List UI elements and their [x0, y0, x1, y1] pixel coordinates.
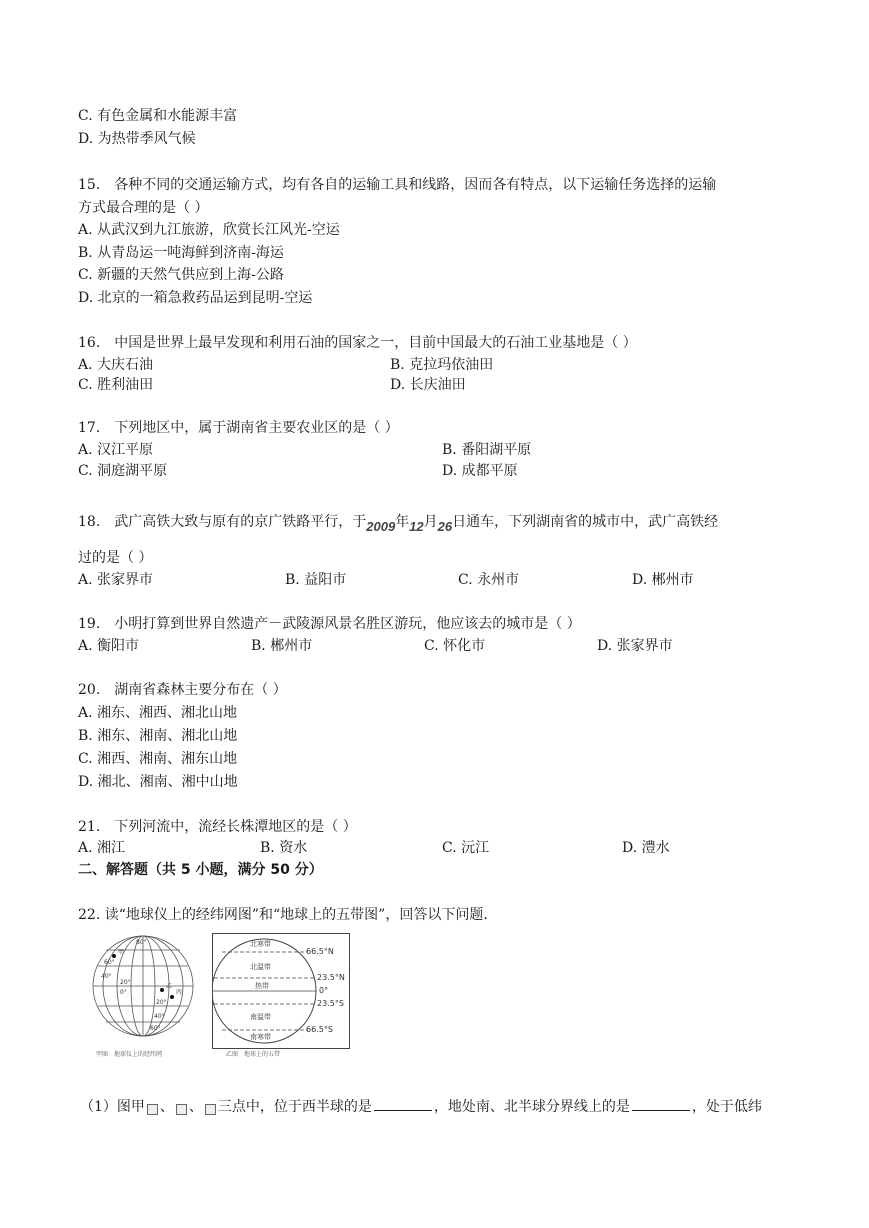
q14-option-d: D. 为热带季风气候	[78, 131, 196, 147]
q15-option-a: A. 从武汉到九江旅游，欣赏长江风光-空运	[78, 222, 340, 238]
point-yi-marker	[160, 988, 164, 992]
point-bing-icon	[205, 1104, 216, 1115]
q18-year-unit: 年	[395, 514, 410, 530]
q22-sub1-mid2: ，地处南、北半球分界线上的是	[433, 1099, 630, 1115]
q16-option-a: A. 大庆石油	[78, 357, 154, 373]
zone-south-temperate-label: 南温带	[250, 1013, 271, 1021]
zone-south-frigid-label: 南寒带	[250, 1033, 271, 1041]
q17-option-b: B. 番阳湖平原	[442, 442, 532, 458]
q21-option-c: C. 沅江	[442, 840, 490, 856]
lat-66n-label: 66.5°N	[306, 947, 334, 956]
globe-label-9: 乙	[166, 983, 173, 990]
q17-option-a: A. 汉江平原	[78, 442, 154, 458]
q20-option-c: C. 湘西、湘南、湘东山地	[78, 751, 238, 767]
q19-option-d: D. 张家界市	[597, 638, 673, 654]
globe-graticule-figure	[84, 932, 202, 1052]
q22-sub1-sep1: 、	[159, 1099, 174, 1115]
q18-option-d: D. 郴州市	[632, 572, 694, 588]
q18-stem-post: 日通车，下列湖南省的城市中，武广高铁经	[452, 514, 719, 530]
q22-sub1-pre: （1）图甲	[80, 1099, 145, 1115]
globe-label-3: 20°	[120, 979, 131, 986]
q22-sub1-mid1: 三点中，位于西半球的是	[217, 1099, 372, 1115]
q21-stem: 21. 下列河流中，流经长株潭地区的是（ ）	[78, 819, 357, 835]
q14-option-c: C. 有色金属和水能源丰富	[78, 108, 238, 124]
five-zones-figure	[212, 933, 350, 1049]
globe-label-10: 丙	[176, 989, 183, 996]
q19-option-a: A. 衡阳市	[78, 638, 140, 654]
q21-option-d: D. 澧水	[622, 840, 670, 856]
section-heading: 二、解答题（共 5 小题，满分 50 分）	[78, 862, 323, 878]
q18-day: 26	[437, 519, 453, 534]
q16-option-d: D. 长庆油田	[390, 377, 466, 393]
answer-blank-western-hemisphere[interactable]	[374, 1098, 432, 1111]
q20-option-d: D. 湘北、湘南、湘中山地	[78, 774, 238, 790]
q16-option-b: B. 克拉玛依油田	[390, 357, 494, 373]
q15-stem-line1: 15. 各种不同的交通运输方式，均有各自的运输工具和线路，因而各有特点，以下运输任务选择的运输	[78, 177, 717, 193]
q22-sub1	[80, 1097, 762, 1117]
globe-label-4: 0°	[120, 989, 127, 996]
q18-stem-line1	[78, 512, 718, 532]
q20-option-a: A. 湘东、湘西、湘北山地	[78, 705, 238, 721]
q18-option-b: B. 益阳市	[285, 572, 347, 588]
q22-sub1-end: ，处于低纬	[691, 1099, 762, 1115]
zone-north-frigid-label: 北寒带	[250, 940, 271, 948]
q19-option-c: C. 怀化市	[424, 638, 486, 654]
point-jia-marker	[112, 954, 116, 958]
q19-stem: 19. 小明打算到世界自然遗产－武陵源风景名胜区游玩，他应该去的城市是（ ）	[78, 616, 581, 632]
q15-option-c: C. 新疆的天然气供应到上海-公路	[78, 267, 284, 283]
lat-0-label: 0°	[319, 986, 329, 995]
lat-23n-label: 23.5°N	[317, 973, 345, 982]
q17-stem: 17. 下列地区中，属于湖南省主要农业区的是（ ）	[78, 420, 399, 436]
q19-option-b: B. 郴州市	[251, 638, 313, 654]
globe-label-1: 60°	[104, 959, 115, 966]
globe-label-5: 20°	[156, 999, 167, 1006]
point-jia-icon	[147, 1104, 158, 1115]
globe-label-7: 60°	[150, 1025, 161, 1032]
q16-option-c: C. 胜利油田	[78, 377, 154, 393]
globe-label-2: 40°	[101, 973, 112, 980]
globe-label-8: 甲	[118, 949, 125, 956]
answer-blank-equator[interactable]	[632, 1098, 690, 1111]
q18-option-a: A. 张家界市	[78, 572, 154, 588]
globe-label-6: 40°	[154, 1013, 165, 1020]
globe-label-0: 80°	[136, 939, 147, 946]
lat-23s-label: 23.5°S	[317, 999, 344, 1008]
q21-option-b: B. 资水	[260, 840, 308, 856]
q22-sub1-sep2: 、	[188, 1099, 203, 1115]
q15-option-b: B. 从青岛运一吨海鲜到济南-海运	[78, 245, 284, 261]
figure-b-caption: 乙图 地球上的五带	[226, 1051, 281, 1058]
zone-north-temperate-label: 北温带	[250, 963, 271, 971]
q18-month-unit: 月	[423, 514, 438, 530]
q22-stem: 22. 读“地球仪上的经纬网图”和“地球上的五带图”，回答以下问题.	[78, 907, 488, 923]
q18-option-c: C. 永州市	[458, 572, 520, 588]
q15-option-d: D. 北京的一箱急救药品运到昆明-空运	[78, 290, 313, 306]
point-bing-marker	[170, 995, 174, 999]
q18-stem-line2: 过的是（ ）	[78, 550, 153, 566]
q18-year: 2009	[366, 519, 396, 534]
q20-option-b: B. 湘东、湘南、湘北山地	[78, 728, 238, 744]
point-yi-icon	[176, 1104, 187, 1115]
q20-stem: 20. 湖南省森林主要分布在（ ）	[78, 682, 287, 698]
q18-stem-pre: 18. 武广高铁大致与原有的京广铁路平行，于	[78, 514, 367, 530]
figure-a-caption: 甲图 地球仪上的经纬网	[96, 1051, 163, 1058]
q17-option-c: C. 洞庭湖平原	[78, 463, 168, 479]
q21-option-a: A. 湘江	[78, 840, 126, 856]
q15-stem-line2: 方式最合理的是（ ）	[78, 200, 209, 216]
zone-tropical-label: 热带	[255, 982, 269, 990]
q17-option-d: D. 成都平原	[442, 463, 518, 479]
q18-month: 12	[409, 519, 424, 534]
q16-stem: 16. 中国是世界上最早发现和利用石油的国家之一，目前中国最大的石油工业基地是（ ）	[78, 335, 637, 351]
lat-66s-label: 66.5°S	[306, 1025, 333, 1034]
